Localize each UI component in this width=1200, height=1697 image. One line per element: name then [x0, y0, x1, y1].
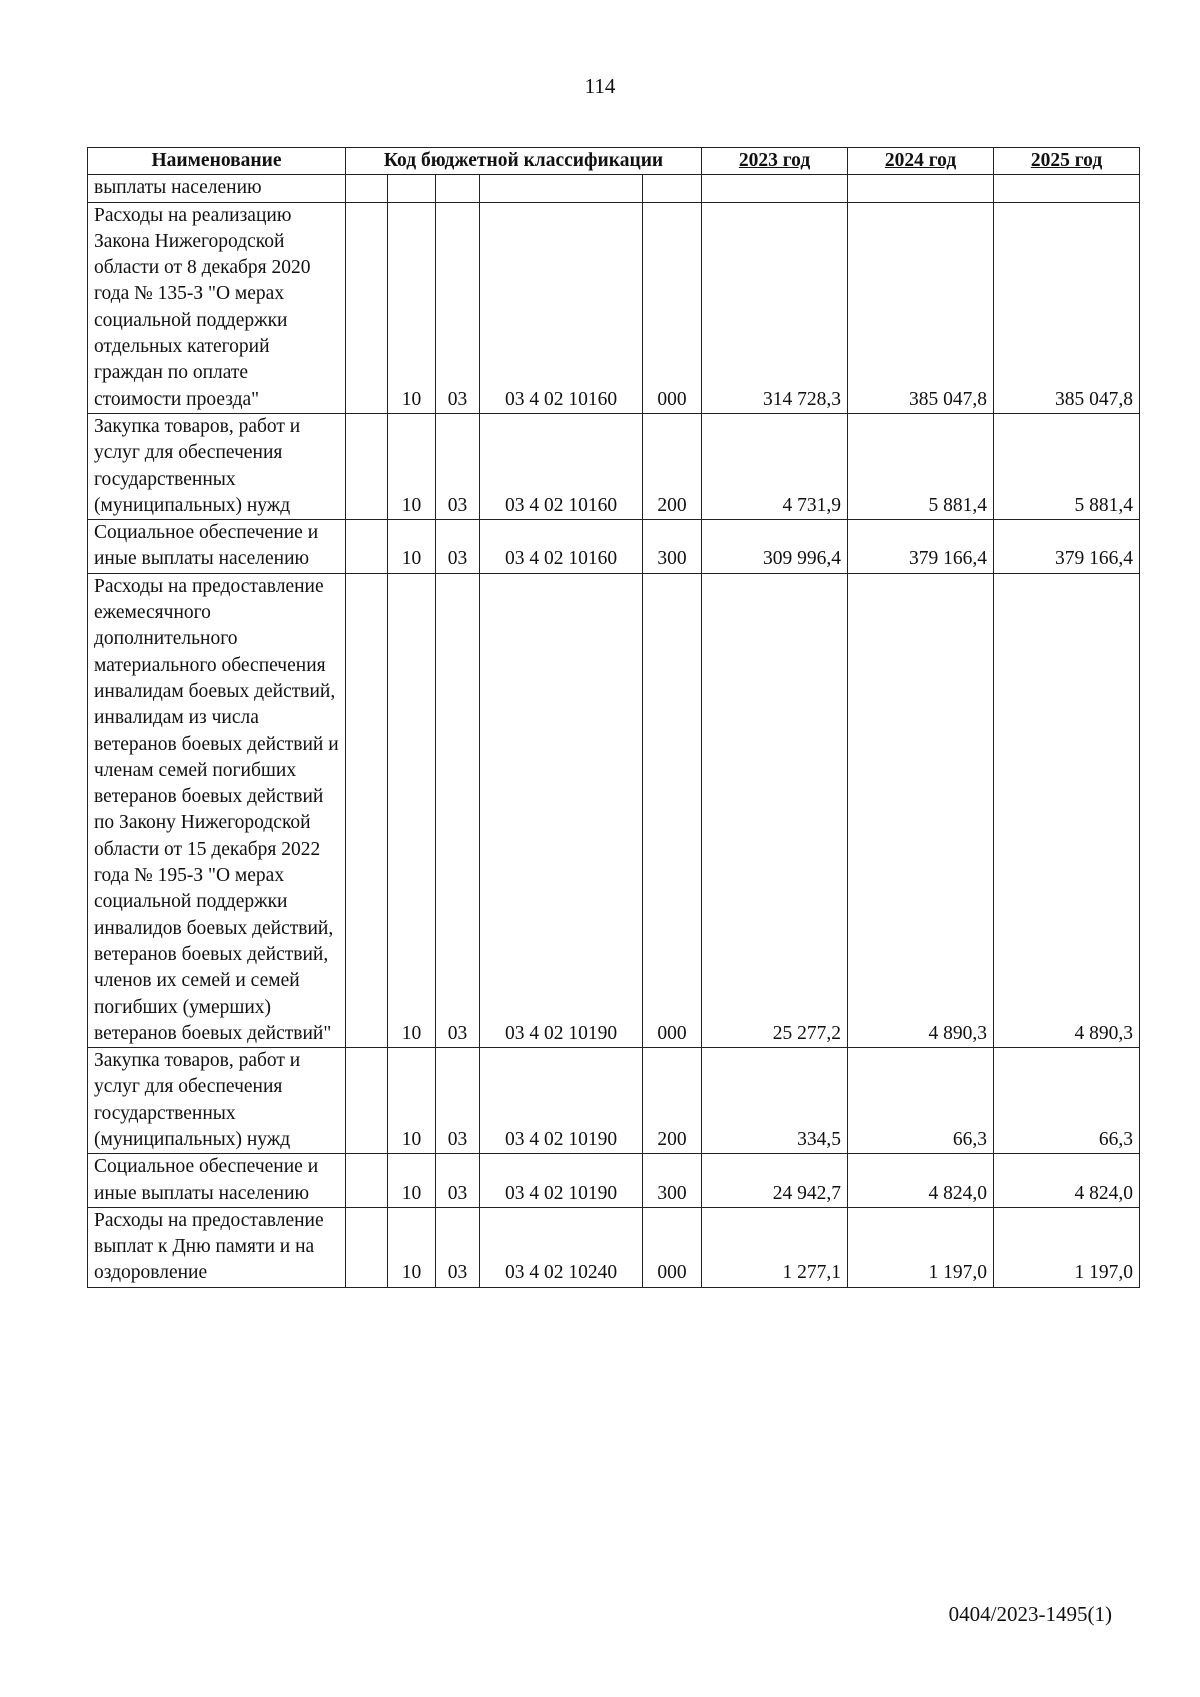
code-target-article: 03 4 02 10240	[480, 1207, 643, 1287]
code-empty	[346, 1207, 388, 1287]
code-target-article: 03 4 02 10160	[480, 520, 643, 574]
code-subsection: 03	[436, 520, 480, 574]
row-name: Расходы на предоставление ежемесячного дополнительного материального обеспечения инвалидам боевых действий, инвалидам из числа ветеранов боевых действий и членам семей погибших ветеранов боевых действий по Закону Нижегородской области от 15 декабря 2022 года № 195-З "О мерах социальной поддержки инвалидов боевых действий, ветеранов боевых действий, членов их семей и семей погибших (умерших) ветеранов боевых действий"	[88, 573, 346, 1047]
code-subsection: 03	[436, 573, 480, 1047]
value-2025: 5 881,4	[994, 413, 1140, 519]
header-2025: 2025 год	[994, 148, 1140, 175]
value-2025: 1 197,0	[994, 1207, 1140, 1287]
code-subsection: 03	[436, 1048, 480, 1154]
value-2023: 314 728,3	[702, 202, 848, 413]
code-empty	[346, 202, 388, 413]
row-name: выплаты населению	[88, 175, 346, 202]
value-2023: 4 731,9	[702, 413, 848, 519]
code-empty	[346, 573, 388, 1047]
row-name: Закупка товаров, работ и услуг для обеспечения государственных (муниципальных) нужд	[88, 413, 346, 519]
page-number: 114	[584, 74, 616, 98]
code-section	[388, 175, 436, 202]
header-2023: 2023 год	[702, 148, 848, 175]
code-target-article	[480, 175, 643, 202]
value-2025	[994, 175, 1140, 202]
table-header-row	[88, 148, 1140, 175]
table-row	[88, 1154, 1140, 1208]
table-row	[88, 520, 1140, 574]
value-2024: 4 824,0	[848, 1154, 994, 1208]
table-body	[88, 175, 1140, 1287]
code-target-article: 03 4 02 10160	[480, 413, 643, 519]
value-2024: 1 197,0	[848, 1207, 994, 1287]
row-name: Закупка товаров, работ и услуг для обеспечения государственных (муниципальных) нужд	[88, 1048, 346, 1154]
value-2024: 66,3	[848, 1048, 994, 1154]
header-code: Код бюджетной классификации	[346, 148, 702, 175]
code-empty	[346, 175, 388, 202]
header-name: Наименование	[88, 148, 346, 175]
value-2024: 4 890,3	[848, 573, 994, 1047]
value-2025: 379 166,4	[994, 520, 1140, 574]
value-2025: 4 890,3	[994, 573, 1140, 1047]
code-expense-type: 000	[643, 202, 702, 413]
row-name: Социальное обеспечение и иные выплаты населению	[88, 1154, 346, 1208]
budget-table	[87, 147, 1140, 1288]
code-empty	[346, 1154, 388, 1208]
value-2025: 66,3	[994, 1048, 1140, 1154]
code-expense-type: 000	[643, 573, 702, 1047]
value-2024: 379 166,4	[848, 520, 994, 574]
code-expense-type: 300	[643, 1154, 702, 1208]
code-section: 10	[388, 573, 436, 1047]
code-section: 10	[388, 202, 436, 413]
value-2024: 5 881,4	[848, 413, 994, 519]
row-name: Расходы на предоставление выплат к Дню памяти и на оздоровление	[88, 1207, 346, 1287]
code-subsection	[436, 175, 480, 202]
code-expense-type: 200	[643, 413, 702, 519]
code-subsection: 03	[436, 1154, 480, 1208]
code-expense-type: 200	[643, 1048, 702, 1154]
table-row	[88, 413, 1140, 519]
row-name: Социальное обеспечение и иные выплаты населению	[88, 520, 346, 574]
code-section: 10	[388, 1048, 436, 1154]
document-number: 0404/2023-1495(1)	[948, 1602, 1112, 1626]
value-2023: 25 277,2	[702, 573, 848, 1047]
table-row	[88, 175, 1140, 202]
value-2024	[848, 175, 994, 202]
table-row	[88, 202, 1140, 413]
row-name: Расходы на реализацию Закона Нижегородской области от 8 декабря 2020 года № 135-З "О мерах социальной поддержки отдельных категорий граждан по оплате стоимости проезда"	[88, 202, 346, 413]
value-2023: 309 996,4	[702, 520, 848, 574]
code-target-article: 03 4 02 10160	[480, 202, 643, 413]
value-2023: 24 942,7	[702, 1154, 848, 1208]
code-section: 10	[388, 520, 436, 574]
code-empty	[346, 1048, 388, 1154]
value-2023	[702, 175, 848, 202]
value-2025: 385 047,8	[994, 202, 1140, 413]
table-row	[88, 1207, 1140, 1287]
code-subsection: 03	[436, 1207, 480, 1287]
code-section: 10	[388, 1154, 436, 1208]
table-row	[88, 1048, 1140, 1154]
code-subsection: 03	[436, 413, 480, 519]
code-expense-type: 300	[643, 520, 702, 574]
code-target-article: 03 4 02 10190	[480, 1154, 643, 1208]
code-target-article: 03 4 02 10190	[480, 573, 643, 1047]
code-target-article: 03 4 02 10190	[480, 1048, 643, 1154]
code-section: 10	[388, 413, 436, 519]
value-2023: 1 277,1	[702, 1207, 848, 1287]
code-section: 10	[388, 1207, 436, 1287]
value-2025: 4 824,0	[994, 1154, 1140, 1208]
code-empty	[346, 520, 388, 574]
value-2023: 334,5	[702, 1048, 848, 1154]
table-row	[88, 573, 1140, 1047]
code-empty	[346, 413, 388, 519]
code-subsection: 03	[436, 202, 480, 413]
value-2024: 385 047,8	[848, 202, 994, 413]
code-expense-type: 000	[643, 1207, 702, 1287]
code-expense-type	[643, 175, 702, 202]
header-2024: 2024 год	[848, 148, 994, 175]
